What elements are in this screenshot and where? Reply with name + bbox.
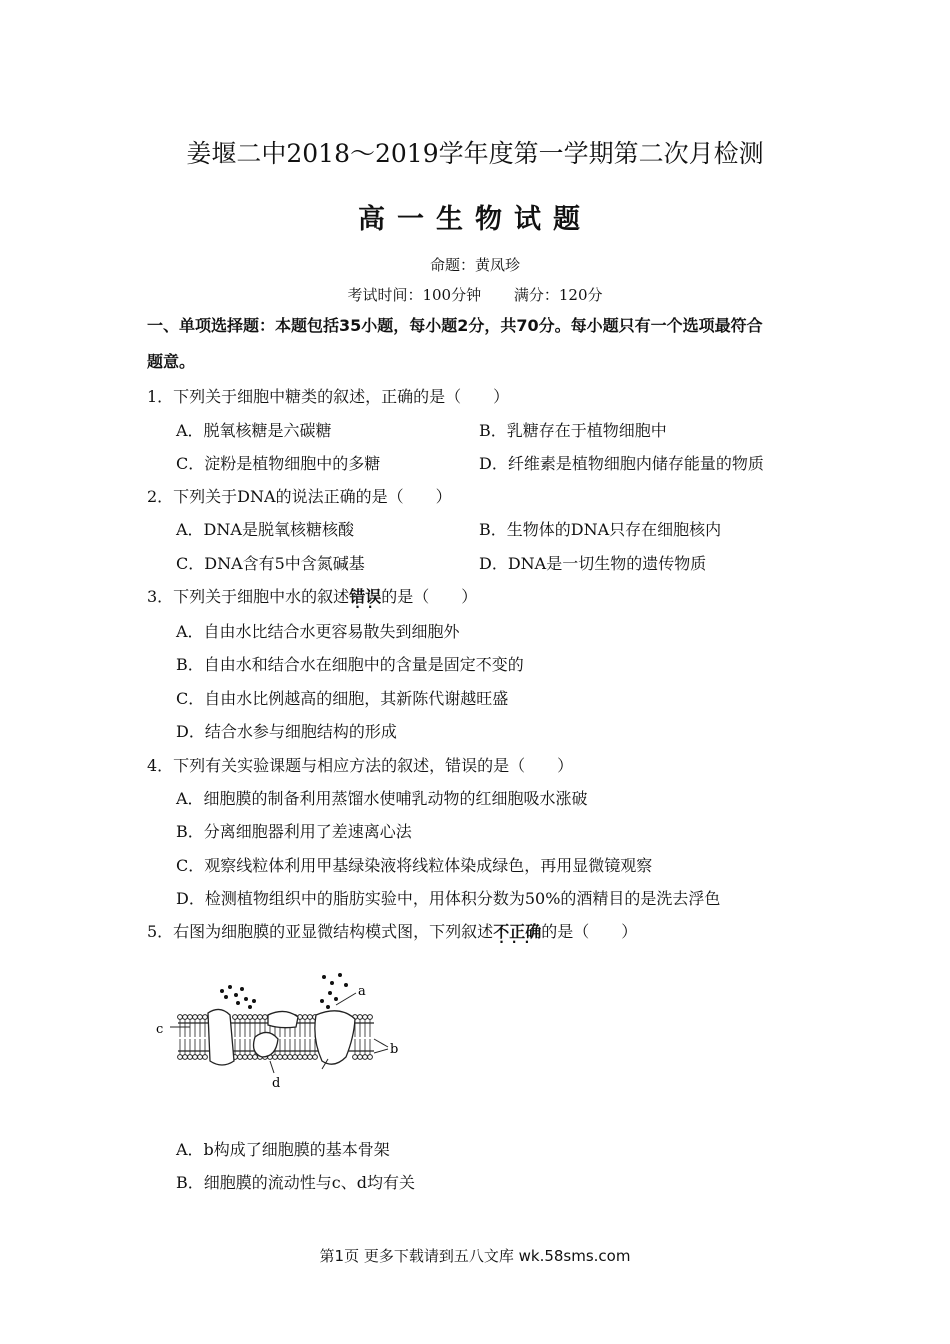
question-2-stem: 2．下列关于DNA的说法正确的是（ ）	[147, 487, 452, 506]
q1-option-a: A．脱氧核糖是六碳糖	[176, 421, 332, 440]
label-a: a	[358, 984, 366, 999]
q5-emphasis: 不正确 · · ·	[493, 922, 541, 941]
q2-option-b: B．生物体的DNA只存在细胞核内	[479, 520, 722, 539]
glycocalyx-chains	[220, 973, 348, 1009]
section-heading-cont: 题意。	[147, 352, 196, 371]
question-5-stem	[147, 919, 637, 942]
paper-subtitle: 高一生物试题	[358, 204, 592, 235]
cell-membrane-diagram	[150, 965, 410, 1090]
label-b: b	[390, 1042, 399, 1057]
q2-option-a: A．DNA是脱氧核糖核酸	[176, 520, 354, 539]
q4-option-b: B．分离细胞器利用了差速离心法	[176, 822, 412, 841]
q3-option-d: D．结合水参与细胞结构的形成	[176, 722, 397, 741]
q3-emphasis: 错误 · ·	[349, 587, 381, 606]
q3-stem-post: 的是（ ）	[381, 587, 478, 606]
q3-option-c: C．自由水比例越高的细胞，其新陈代谢越旺盛	[176, 689, 509, 708]
q5-option-a: A．b构成了细胞膜的基本骨架	[176, 1140, 390, 1159]
q4-option-a: A．细胞膜的制备利用蒸馏水使哺乳动物的红细胞吸水涨破	[176, 789, 588, 808]
exam-time: 考试时间：100分钟	[347, 286, 482, 304]
q1-option-b: B．乳糖存在于植物细胞中	[479, 421, 667, 440]
q5-stem-post: 的是（ ）	[541, 922, 638, 941]
q5-stem-pre: 5．右图为细胞膜的亚显微结构模式图，下列叙述	[147, 922, 494, 941]
exam-info	[0, 284, 950, 305]
page-footer: 第1页 更多下载请到五八文库 wk.58sms.com	[319, 1247, 631, 1265]
question-4-stem: 4．下列有关实验课题与相应方法的叙述，错误的是（ ）	[147, 756, 574, 775]
label-c: c	[156, 1022, 164, 1037]
question-1-stem: 1．下列关于细胞中糖类的叙述，正确的是（ ）	[147, 387, 510, 406]
q2-option-c: C．DNA含有5中含氮碱基	[176, 554, 365, 573]
q1-option-d: D．纤维素是植物细胞内储存能量的物质	[479, 454, 764, 473]
section-heading: 一、单项选择题：本题包括35小题，每小题2分，共70分。每小题只有一个选项最符合	[147, 316, 763, 335]
exam-score: 满分：120分	[513, 286, 603, 304]
author-line: 命题：黄凤珍	[429, 256, 520, 274]
q3-stem-pre: 3．下列关于细胞中水的叙述	[147, 587, 350, 606]
q2-option-d: D．DNA是一切生物的遗传物质	[479, 554, 707, 573]
q5-option-b: B．细胞膜的流动性与c、d均有关	[176, 1173, 415, 1192]
question-3-stem	[147, 584, 477, 607]
q4-option-d: D．检测植物组织中的脂肪实验中，用体积分数为50%的酒精目的是洗去浮色	[176, 889, 721, 908]
label-d: d	[272, 1076, 281, 1090]
q1-option-c: C．淀粉是植物细胞中的多糖	[176, 454, 381, 473]
q3-option-a: A．自由水比结合水更容易散失到细胞外	[176, 622, 460, 641]
document-title: 姜堰二中2018～2019学年度第一学期第二次月检测	[186, 139, 764, 168]
q4-option-c: C．观察线粒体利用甲基绿染液将线粒体染成绿色，再用显微镜观察	[176, 856, 653, 875]
q3-option-b: B．自由水和结合水在细胞中的含量是固定不变的	[176, 655, 524, 674]
